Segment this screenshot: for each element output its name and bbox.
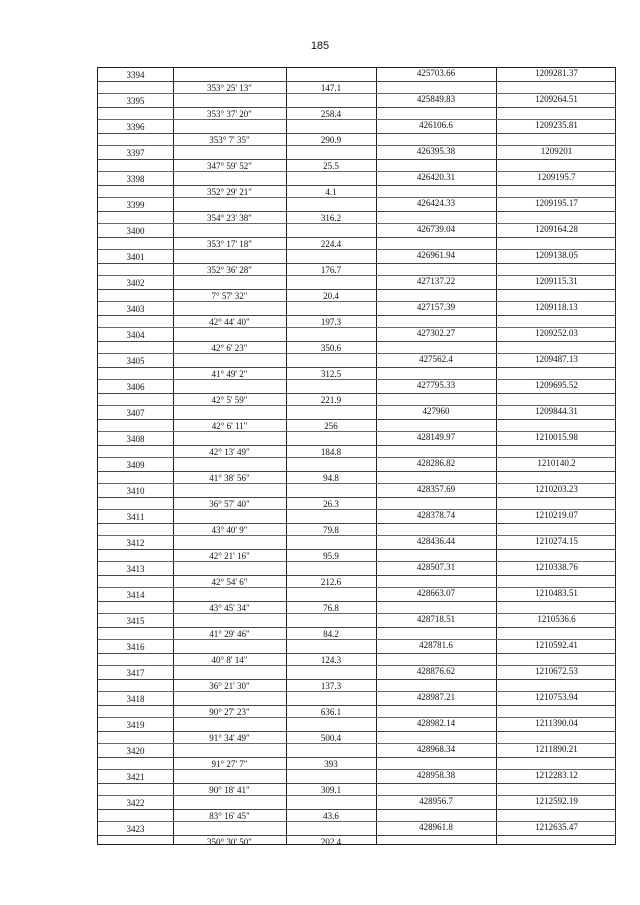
distance-cell: 221.9	[320, 395, 342, 405]
row-divider	[98, 627, 615, 628]
station-cell: 3416	[126, 642, 145, 652]
y-coordinate-cell: 1210483.51	[535, 588, 578, 598]
bearing-cell: 91° 27' 7"	[211, 759, 248, 769]
distance-cell: 84.2	[323, 629, 339, 639]
y-coordinate-cell: 1209487.13	[535, 354, 578, 364]
station-cell: 3403	[126, 304, 145, 314]
table-row	[98, 198, 615, 224]
station-cell: 3396	[126, 122, 145, 132]
x-coordinate-cell: 428436.44	[416, 536, 456, 546]
table-row	[98, 484, 615, 510]
x-coordinate-cell: 426106.6	[419, 120, 453, 130]
row-divider	[98, 315, 615, 316]
x-coordinate-cell: 428507.31	[416, 562, 456, 572]
row-divider	[98, 783, 615, 784]
y-coordinate-cell: 1210203.23	[535, 484, 578, 494]
row-divider	[98, 81, 615, 82]
row-divider	[98, 601, 615, 602]
bearing-cell: 83° 16' 45"	[209, 811, 250, 821]
station-cell: 3418	[126, 694, 145, 704]
x-coordinate-cell: 428987.21	[416, 692, 456, 702]
table-row	[98, 666, 615, 692]
table-row	[98, 614, 615, 640]
distance-cell: 25.5	[323, 161, 339, 171]
bearing-cell: 42° 6' 23"	[211, 343, 248, 353]
table-row	[98, 354, 615, 380]
station-cell: 3408	[126, 434, 145, 444]
y-coordinate-cell: 1212283.12	[535, 770, 578, 780]
distance-cell: 176.7	[320, 265, 342, 275]
bearing-cell: 43° 40' 9"	[211, 525, 248, 535]
distance-cell: 316.2	[320, 213, 342, 223]
row-divider	[98, 341, 615, 342]
row-divider	[98, 367, 615, 368]
x-coordinate-cell: 428958.38	[416, 770, 456, 780]
station-cell: 3394	[126, 70, 145, 80]
station-cell: 3406	[126, 382, 145, 392]
bearing-cell: 353° 25' 13"	[207, 83, 252, 93]
x-coordinate-cell: 427302.27	[416, 328, 456, 338]
x-coordinate-cell: 426395.38	[416, 146, 456, 156]
row-divider	[98, 705, 615, 706]
y-coordinate-cell: 1209138.05	[535, 250, 578, 260]
bearing-cell: 353° 17' 18"	[207, 239, 252, 249]
station-cell: 3397	[126, 148, 145, 158]
y-coordinate-cell: 1210338.76	[535, 562, 578, 572]
row-divider	[98, 185, 615, 186]
table-row	[98, 172, 615, 198]
bearing-cell: 347° 59' 52"	[207, 161, 252, 171]
table-row	[98, 744, 615, 770]
page-number: 185	[310, 40, 330, 52]
traverse-table	[97, 67, 616, 845]
station-cell: 3398	[126, 174, 145, 184]
row-divider	[98, 159, 615, 160]
table-row	[98, 380, 615, 406]
y-coordinate-cell: 1210274.15	[535, 536, 578, 546]
row-divider	[98, 263, 615, 264]
y-coordinate-cell: 1210672.53	[535, 666, 578, 676]
row-divider	[98, 419, 615, 420]
bearing-cell: 40° 8' 14"	[211, 655, 248, 665]
distance-cell: 76.8	[323, 603, 339, 613]
x-coordinate-cell: 426961.94	[416, 250, 456, 260]
station-cell: 3422	[126, 798, 145, 808]
row-divider	[98, 757, 615, 758]
x-coordinate-cell: 427562.4	[419, 354, 453, 364]
bearing-cell: 7° 57' 32"	[211, 291, 248, 301]
y-coordinate-cell: 1209164.28	[535, 224, 578, 234]
y-coordinate-cell: 1209195.17	[535, 198, 578, 208]
distance-cell: 124.3	[320, 655, 342, 665]
x-coordinate-cell: 428956.7	[419, 796, 453, 806]
station-cell: 3410	[126, 486, 145, 496]
table-row	[98, 68, 615, 94]
table-row	[98, 510, 615, 536]
x-coordinate-cell: 427795.33	[416, 380, 456, 390]
y-coordinate-cell: 1209195.7	[537, 172, 576, 182]
station-cell: 3423	[126, 824, 145, 834]
distance-cell: 212.6	[320, 577, 342, 587]
row-divider	[98, 211, 615, 212]
y-coordinate-cell: 1210536.6	[537, 614, 576, 624]
distance-cell: 500.4	[320, 733, 342, 743]
bearing-cell: 90° 18' 41"	[209, 785, 250, 795]
table-row	[98, 328, 615, 354]
y-coordinate-cell: 1209844.31	[535, 406, 578, 416]
y-coordinate-cell: 1211890.21	[535, 744, 578, 754]
table-row	[98, 718, 615, 744]
table-row	[98, 692, 615, 718]
y-coordinate-cell: 1211390.04	[535, 718, 578, 728]
station-cell: 3420	[126, 746, 145, 756]
y-coordinate-cell: 1209264.51	[535, 94, 578, 104]
distance-cell: 95.9	[323, 551, 339, 561]
row-divider	[98, 835, 615, 836]
table-row	[98, 250, 615, 276]
distance-cell: 350.6	[320, 343, 342, 353]
distance-cell: 137.3	[320, 681, 342, 691]
distance-cell: 202.4	[320, 837, 342, 847]
distance-cell: 79.8	[323, 525, 339, 535]
distance-cell: 20.4	[323, 291, 339, 301]
x-coordinate-cell: 428968.34	[416, 744, 456, 754]
table-row	[98, 458, 615, 484]
row-divider	[98, 679, 615, 680]
station-cell: 3395	[126, 96, 145, 106]
x-coordinate-cell: 428876.62	[416, 666, 456, 676]
row-divider	[98, 107, 615, 108]
station-cell: 3405	[126, 356, 145, 366]
station-cell: 3409	[126, 460, 145, 470]
y-coordinate-cell: 1209201	[540, 146, 573, 156]
table-row	[98, 588, 615, 614]
table-row	[98, 640, 615, 666]
station-cell: 3413	[126, 564, 145, 574]
distance-cell: 309.1	[320, 785, 342, 795]
y-coordinate-cell: 1210753.94	[535, 692, 578, 702]
row-divider	[98, 575, 615, 576]
x-coordinate-cell: 428149.97	[416, 432, 456, 442]
row-divider	[98, 471, 615, 472]
bearing-cell: 42° 21' 16"	[209, 551, 250, 561]
distance-cell: 26.3	[323, 499, 339, 509]
x-coordinate-cell: 428357.69	[416, 484, 456, 494]
table-row	[98, 796, 615, 822]
y-coordinate-cell: 1209252.03	[535, 328, 578, 338]
station-cell: 3419	[126, 720, 145, 730]
station-cell: 3404	[126, 330, 145, 340]
distance-cell: 197.3	[320, 317, 342, 327]
y-coordinate-cell: 1210592.41	[535, 640, 578, 650]
y-coordinate-cell: 1210219.07	[535, 510, 578, 520]
bearing-cell: 90° 27' 23"	[209, 707, 250, 717]
station-cell: 3414	[126, 590, 145, 600]
row-divider	[98, 731, 615, 732]
bearing-cell: 42° 44' 40"	[209, 317, 250, 327]
table-row	[98, 276, 615, 302]
station-cell: 3411	[126, 512, 145, 522]
bearing-cell: 354° 23' 38"	[207, 213, 252, 223]
x-coordinate-cell: 426739.04	[416, 224, 456, 234]
table-row	[98, 146, 615, 172]
bearing-cell: 353° 37' 20"	[207, 109, 252, 119]
row-divider	[98, 393, 615, 394]
x-coordinate-cell: 428781.6	[419, 640, 453, 650]
distance-cell: 94.8	[323, 473, 339, 483]
station-cell: 3399	[126, 200, 145, 210]
row-divider	[98, 549, 615, 550]
distance-cell: 43.6	[323, 811, 339, 821]
bearing-cell: 41° 29' 46"	[209, 629, 250, 639]
table-row	[98, 432, 615, 458]
station-cell: 3407	[126, 408, 145, 418]
x-coordinate-cell: 427960	[422, 406, 450, 416]
distance-cell: 224.4	[320, 239, 342, 249]
table-row	[98, 120, 615, 146]
bearing-cell: 43° 45' 34"	[209, 603, 250, 613]
y-coordinate-cell: 1212635.47	[535, 822, 578, 832]
y-coordinate-cell: 1209281.37	[535, 68, 578, 78]
y-coordinate-cell: 1209235.81	[535, 120, 578, 130]
row-divider	[98, 445, 615, 446]
x-coordinate-cell: 428286.82	[416, 458, 456, 468]
y-coordinate-cell: 1209118.13	[535, 302, 578, 312]
row-divider	[98, 653, 615, 654]
bearing-cell: 36° 57' 40"	[209, 499, 250, 509]
station-cell: 3415	[126, 616, 145, 626]
y-coordinate-cell: 1209695.52	[535, 380, 578, 390]
row-divider	[98, 133, 615, 134]
bearing-cell: 42° 5' 59"	[211, 395, 248, 405]
station-cell: 3401	[126, 252, 145, 262]
bearing-cell: 42° 6' 11"	[211, 421, 248, 431]
y-coordinate-cell: 1210015.98	[535, 432, 578, 442]
station-cell: 3412	[126, 538, 145, 548]
x-coordinate-cell: 428982.14	[416, 718, 456, 728]
x-coordinate-cell: 427157.39	[416, 302, 456, 312]
table-row	[98, 822, 615, 848]
x-coordinate-cell: 425849.83	[416, 94, 456, 104]
bearing-cell: 41° 38' 56"	[209, 473, 250, 483]
y-coordinate-cell: 1210140.2	[537, 458, 576, 468]
station-cell: 3417	[126, 668, 145, 678]
y-coordinate-cell: 1209115.31	[535, 276, 578, 286]
bearing-cell: 352° 36' 28"	[207, 265, 252, 275]
bearing-cell: 42° 13' 49"	[209, 447, 250, 457]
distance-cell: 312.5	[320, 369, 342, 379]
table-row	[98, 224, 615, 250]
station-cell: 3421	[126, 772, 145, 782]
bearing-cell: 41° 49' 2"	[211, 369, 248, 379]
bearing-cell: 36° 21' 30"	[209, 681, 250, 691]
x-coordinate-cell: 426420.31	[416, 172, 456, 182]
bearing-cell: 352° 29' 21"	[207, 187, 252, 197]
bearing-cell: 42° 54' 6"	[211, 577, 248, 587]
distance-cell: 636.1	[320, 707, 342, 717]
x-coordinate-cell: 427137.22	[416, 276, 456, 286]
row-divider	[98, 809, 615, 810]
bearing-cell: 350° 30' 50"	[207, 837, 252, 847]
x-coordinate-cell: 426424.33	[416, 198, 456, 208]
bearing-cell: 353° 7' 35"	[209, 135, 250, 145]
distance-cell: 258.4	[320, 109, 342, 119]
table-row	[98, 302, 615, 328]
x-coordinate-cell: 425703.66	[416, 68, 456, 78]
x-coordinate-cell: 428663.07	[416, 588, 456, 598]
table-row	[98, 562, 615, 588]
row-divider	[98, 523, 615, 524]
table-row	[98, 536, 615, 562]
distance-cell: 290.9	[320, 135, 342, 145]
table-row	[98, 770, 615, 796]
distance-cell: 147.1	[320, 83, 342, 93]
x-coordinate-cell: 428961.8	[419, 822, 453, 832]
station-cell: 3402	[126, 278, 145, 288]
x-coordinate-cell: 428378.74	[416, 510, 456, 520]
distance-cell: 256	[324, 421, 338, 431]
y-coordinate-cell: 1212592.19	[535, 796, 578, 806]
bearing-cell: 91° 34' 49"	[209, 733, 250, 743]
distance-cell: 4.1	[325, 187, 337, 197]
station-cell: 3400	[126, 226, 145, 236]
distance-cell: 393	[324, 759, 338, 769]
distance-cell: 184.8	[320, 447, 342, 457]
row-divider	[98, 497, 615, 498]
x-coordinate-cell: 428718.51	[416, 614, 456, 624]
row-divider	[98, 289, 615, 290]
row-divider	[98, 237, 615, 238]
table-row	[98, 94, 615, 120]
table-row	[98, 406, 615, 432]
